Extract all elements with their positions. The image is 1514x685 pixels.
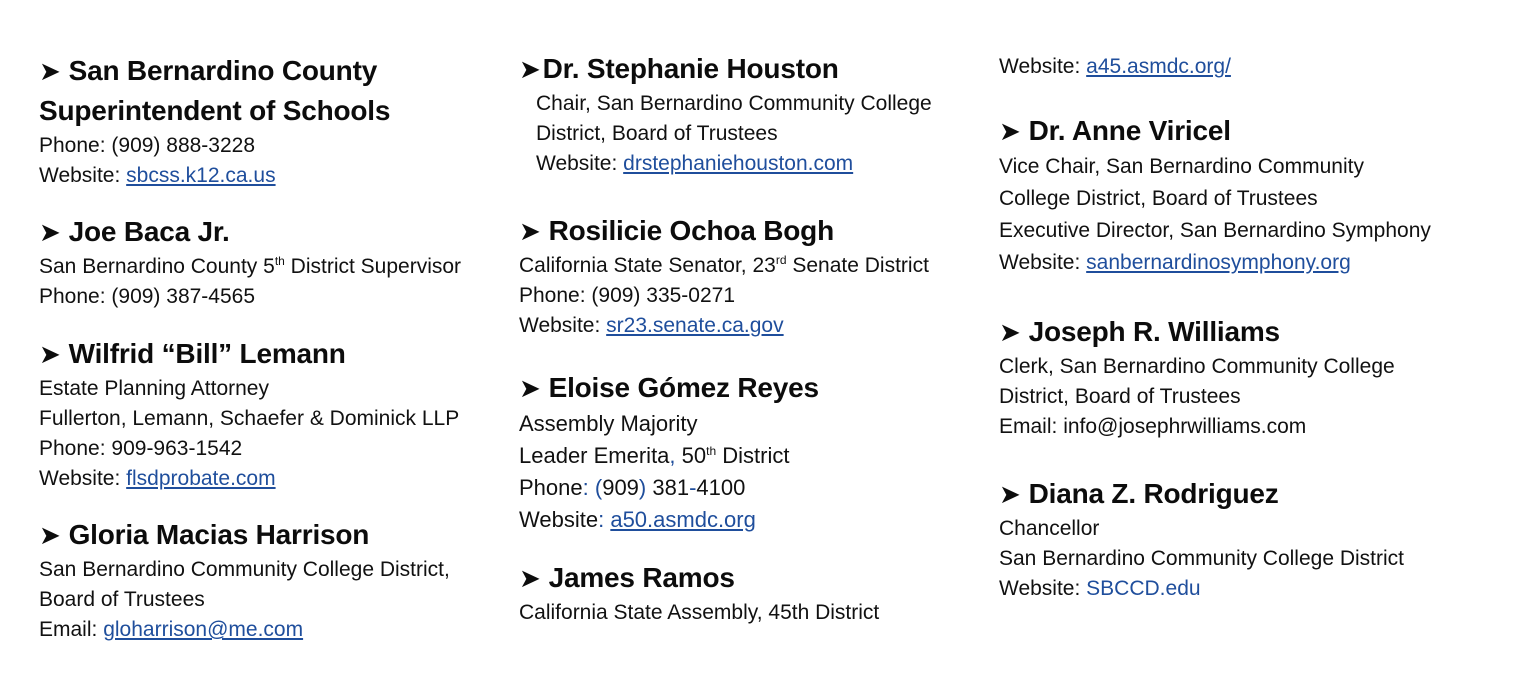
title-line: Vice Chair, San Bernardino Community: [999, 155, 1364, 178]
entry-name: ➤Dr. Stephanie Houston: [519, 49, 932, 89]
title-line: San Bernardino County 5th District Supervisor: [39, 254, 462, 278]
website-link[interactable]: flsdprobate.com: [126, 467, 276, 490]
entry-ramos: [519, 558, 879, 628]
title-line: District, Board of Trustees: [536, 122, 778, 145]
entry-williams: [999, 312, 1395, 442]
arrow-bullet-icon: ➤: [519, 54, 541, 84]
arrow-bullet-icon: ➤: [39, 56, 61, 86]
website-line: Website: sr23.senate.ca.gov: [519, 314, 784, 337]
email-line: Email: gloharrison@me.com: [39, 618, 304, 641]
website-line: Website: a45.asmdc.org/: [999, 55, 1231, 78]
entry-name: ➤ Gloria Macias Harrison: [39, 515, 450, 555]
entry-baca: [39, 212, 461, 312]
phone-number: 909-963-1542: [111, 437, 243, 460]
website-line: Website: sanbernardinosymphony.org: [999, 251, 1351, 274]
website-line: Website: sbcss.k12.ca.us: [39, 164, 276, 187]
title-line: Chair, San Bernardino Community College: [536, 92, 932, 115]
title-line: College District, Board of Trustees: [999, 187, 1318, 210]
title-line: Chancellor: [999, 517, 1100, 540]
entry-name-cont: Superintendent of Schools: [39, 95, 391, 126]
entry-harrison: [39, 515, 450, 645]
title-line: San Bernardino Community College District,: [39, 558, 450, 581]
arrow-bullet-icon: ➤: [519, 216, 541, 246]
phone-line: Phone: 909-963-1542: [39, 437, 243, 460]
title-line: California State Assembly, 45th District: [519, 601, 880, 624]
website-link[interactable]: SBCCD.edu: [1086, 577, 1201, 600]
entry-name: ➤ Diana Z. Rodriguez: [999, 474, 1404, 514]
arrow-bullet-icon: ➤: [999, 479, 1021, 509]
title-line: District, Board of Trustees: [999, 385, 1241, 408]
entry-viricel: [999, 111, 1431, 279]
arrow-bullet-icon: ➤: [519, 563, 541, 593]
phone-number: (909) 387-4565: [111, 285, 256, 308]
arrow-bullet-icon: ➤: [999, 116, 1021, 146]
entry-name: ➤ Dr. Anne Viricel: [999, 111, 1431, 151]
arrow-bullet-icon: ➤: [39, 520, 61, 550]
website-link[interactable]: a45.asmdc.org/: [1086, 55, 1231, 78]
title-line: Clerk, San Bernardino Community College: [999, 355, 1395, 378]
phone-line: Phone: (909) 335-0271: [519, 284, 736, 307]
entry-ramos-continued: [999, 52, 1231, 82]
entry-name: ➤ James Ramos: [519, 558, 879, 598]
title-line: California State Senator, 23rd Senate District: [519, 253, 929, 277]
website-link[interactable]: sbcss.k12.ca.us: [126, 164, 276, 187]
firm-line: Fullerton, Lemann, Schaefer & Dominick LLP: [39, 407, 460, 430]
email-link[interactable]: gloharrison@me.com: [103, 618, 304, 641]
email-line: Email: info@josephrwilliams.com: [999, 415, 1307, 438]
website-line: Website: drstephaniehouston.com: [536, 152, 854, 175]
phone-line: Phone: (909) 381-4100: [519, 475, 746, 500]
entry-bogh: [519, 211, 929, 341]
entry-name: ➤ Wilfrid “Bill” Lemann: [39, 334, 459, 374]
title-line: Executive Director, San Bernardino Symphony: [999, 219, 1431, 242]
arrow-bullet-icon: ➤: [999, 317, 1021, 347]
entry-lemann: [39, 334, 459, 494]
phone-line: Phone: (909) 888-3228: [39, 134, 256, 157]
website-link[interactable]: drstephaniehouston.com: [623, 152, 854, 175]
entry-name: ➤ San Bernardino County: [39, 51, 390, 91]
title-line: San Bernardino Community College District: [999, 547, 1404, 570]
email-address: info@josephrwilliams.com: [1063, 415, 1307, 438]
arrow-bullet-icon: ➤: [39, 217, 61, 247]
entry-name: ➤ Eloise Gómez Reyes: [519, 368, 819, 408]
arrow-bullet-icon: ➤: [39, 339, 61, 369]
title-line: Assembly Majority: [519, 411, 698, 436]
phone-number: (909) 888-3228: [111, 134, 256, 157]
website-link[interactable]: a50.asmdc.org: [610, 507, 756, 532]
title-line: Leader Emerita, 50th District: [519, 443, 790, 468]
entry-name: ➤ Rosilicie Ochoa Bogh: [519, 211, 929, 251]
title-line: Board of Trustees: [39, 588, 205, 611]
website-link[interactable]: sr23.senate.ca.gov: [606, 314, 784, 337]
phone-line: Phone: (909) 387-4565: [39, 285, 256, 308]
entry-name: ➤ Joe Baca Jr.: [39, 212, 461, 252]
entry-reyes: [519, 368, 819, 536]
website-link[interactable]: sanbernardinosymphony.org: [1086, 251, 1351, 274]
entry-rodriguez: [999, 474, 1404, 604]
phone-number: (909) 335-0271: [591, 284, 736, 307]
entry-name: ➤ Joseph R. Williams: [999, 312, 1395, 352]
website-line: Website: a50.asmdc.org: [519, 507, 756, 532]
website-line: Website: SBCCD.edu: [999, 577, 1201, 600]
entry-sbcss: [39, 51, 390, 191]
website-line: Website: flsdprobate.com: [39, 467, 276, 490]
entry-houston: [519, 49, 932, 179]
title-line: Estate Planning Attorney: [39, 377, 269, 400]
arrow-bullet-icon: ➤: [519, 373, 541, 403]
